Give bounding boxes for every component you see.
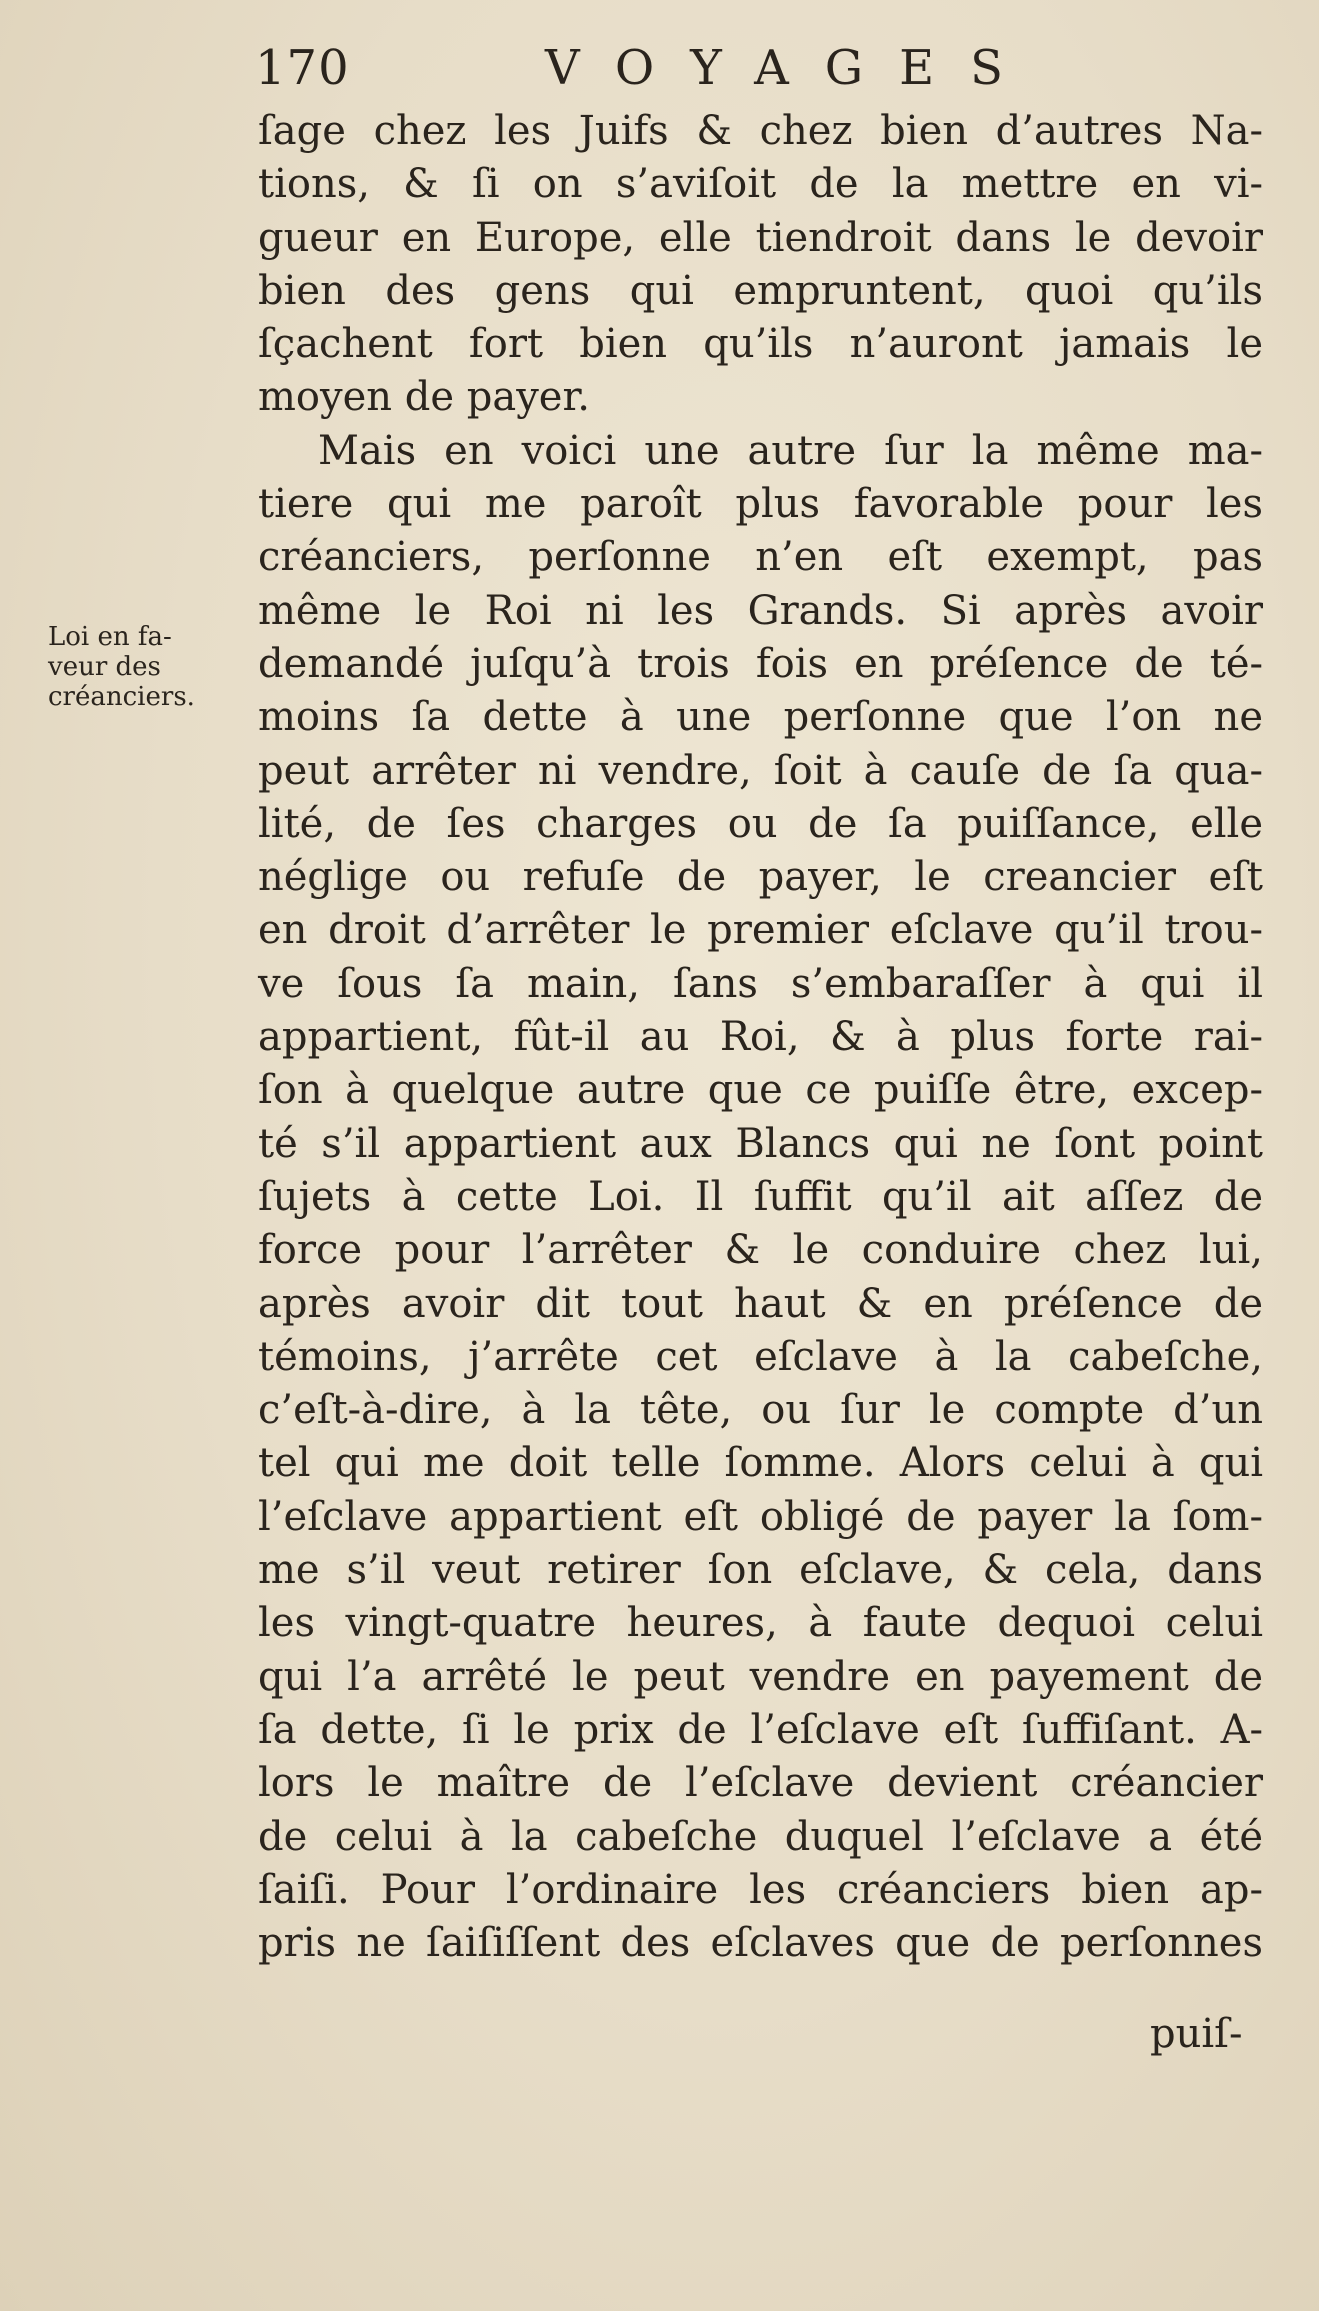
text-line: tiere qui me paroît plus favorable pour les [258, 481, 1263, 528]
text-line: Mais en voici une autre ſur la même ma- [318, 427, 1263, 474]
margin-note-line: Loi en fa- [48, 622, 172, 652]
text-line: ſujets à cette Loi. Il ſuffit qu’il ait aſſez de [258, 1173, 1263, 1220]
text-line: c’eſt-à-dire, à la tête, ou ſur le compte d’un [258, 1387, 1263, 1434]
text-line: ſa dette, ſi le prix de l’eſclave eſt ſuffiſant. A- [258, 1706, 1263, 1753]
text-line: té s’il appartient aux Blancs qui ne ſont point [258, 1120, 1263, 1167]
running-head [255, 38, 1255, 98]
text-line: qui l’a arrêté le peut vendre en payement de [258, 1653, 1263, 1700]
text-line: de celui à la cabeſche duquel l’eſclave a été [258, 1813, 1263, 1860]
running-title: VOYAGES [545, 40, 1040, 96]
text-line: pris ne ſaiſiſſent des eſclaves que de perſonnes [258, 1920, 1263, 1967]
text-line: même le Roi ni les Grands. Si après avoir [258, 587, 1263, 634]
body-text [258, 105, 1263, 1970]
catchword: puiſ- [1150, 2011, 1243, 2057]
text-line: appartient, fût-il au Roi, & à plus forte rai- [258, 1014, 1263, 1061]
text-line: néglige ou refuſe de payer, le creancier eſt [258, 854, 1263, 901]
text-line: me s’il veut retirer ſon eſclave, & cela, dans [258, 1547, 1263, 1594]
margin-note [48, 622, 253, 712]
text-line: l’eſclave appartient eſt obligé de payer la ſom- [258, 1493, 1263, 1540]
text-line: les vingt-quatre heures, à faute dequoi celui [258, 1600, 1263, 1647]
text-line: ſon à quelque autre que ce puiſſe être, excep- [258, 1067, 1263, 1114]
text-line: gueur en Europe, elle tiendroit dans le devoir [258, 214, 1263, 261]
page-number: 170 [255, 40, 350, 96]
text-line: tions, & ſi on s’aviſoit de la mettre en vi- [258, 161, 1263, 208]
text-line: peut arrêter ni vendre, ſoit à cauſe de ſa qua- [258, 747, 1263, 794]
margin-note-line: veur des [48, 652, 161, 682]
text-line: ſage chez les Juifs & chez bien d’autres Na- [258, 108, 1263, 154]
text-line: créanciers, perſonne n’en eſt exempt, pas [258, 534, 1263, 581]
text-line: moins ſa dette à une perſonne que l’on ne [258, 694, 1263, 741]
text-line: ſaiſi. Pour l’ordinaire les créanciers bien ap- [258, 1866, 1263, 1913]
text-line: lité, de ſes charges ou de ſa puiſſance, elle [258, 800, 1263, 847]
text-line: en droit d’arrêter le premier eſclave qu’il trou- [258, 907, 1263, 954]
text-line: ve ſous ſa main, ſans s’embaraſſer à qui il [258, 960, 1263, 1007]
text-line: force pour l’arrêter & le conduire chez lui, [258, 1227, 1263, 1274]
text-line: tel qui me doit telle ſomme. Alors celui à qui [258, 1440, 1263, 1487]
text-line: ſçachent fort bien qu’ils n’auront jamais le [258, 321, 1263, 368]
margin-note-line: créanciers. [48, 682, 195, 712]
text-line: bien des gens qui empruntent, quoi qu’ils [258, 267, 1263, 314]
text-line: après avoir dit tout haut & en préſence de [258, 1280, 1263, 1327]
text-line: témoins, j’arrête cet eſclave à la cabeſche, [258, 1333, 1263, 1380]
text-line: lors le maître de l’eſclave devient créancier [258, 1760, 1263, 1807]
text-line: moyen de payer. [258, 374, 590, 421]
text-line: demandé juſqu’à trois fois en préſence de té- [258, 640, 1263, 687]
